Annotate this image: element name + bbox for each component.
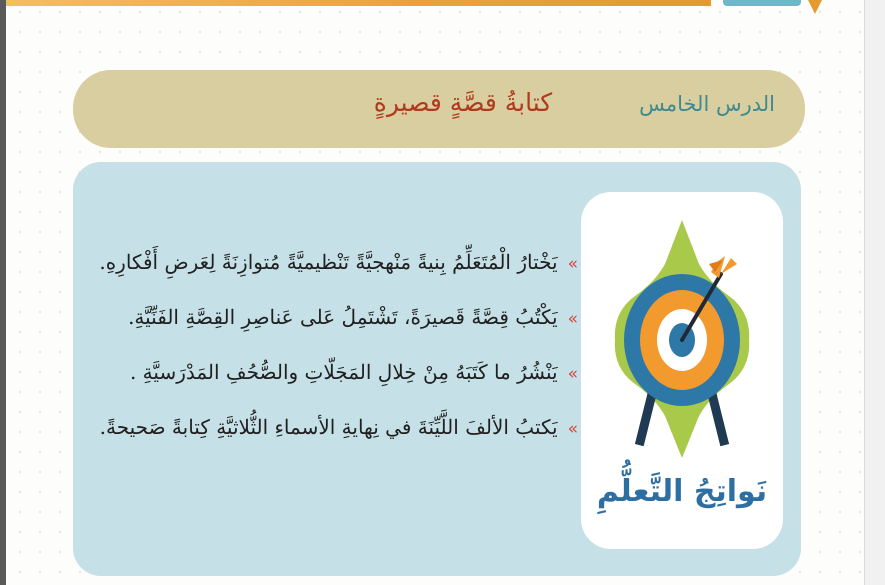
bullet-chevron-icon: » <box>567 364 578 384</box>
outcome-text: يَخْتارُ الْمُتَعَلِّمُ بِنيةً مَنْهجيَّةً تَنْظيميَّةً مُتوازِنَةً لِعَرضِ أَفْكارِهِ. <box>99 250 558 274</box>
lesson-title: كتابةُ قصَّةٍ قصيرةٍ <box>373 88 553 117</box>
top-decor-tab <box>723 0 801 6</box>
bullet-chevron-icon: » <box>567 254 578 274</box>
top-decor-marker <box>808 0 822 14</box>
page-edge <box>0 0 6 585</box>
outcome-item <box>99 250 578 305</box>
lesson-banner <box>73 70 805 148</box>
outcomes-heading: نَواتِجُ التَّعلُّمِ <box>596 474 768 509</box>
top-decor-band <box>6 0 711 6</box>
outcomes-list <box>99 250 578 470</box>
bullet-chevron-icon: » <box>567 309 578 329</box>
outcome-text: يَكْتُبُ قِصَّةً قَصيرَةً، تَشْتَمِلُ عَلى عَناصِرِ القِصَّةِ الفَنِّيَّةِ. <box>128 305 558 329</box>
scroll-gutter <box>865 0 885 585</box>
outcome-item <box>123 305 578 360</box>
target-arrow-icon <box>581 212 783 462</box>
outcome-text: يَنْشُرُ ما كَتَبَهُ مِنْ خِلالِ المَجَلّاتِ والصُّحُفِ المَدْرَسيَّةِ . <box>129 360 558 384</box>
bullet-chevron-icon: » <box>567 419 578 439</box>
outcome-item <box>123 360 578 415</box>
outcome-item <box>99 415 578 470</box>
lesson-label: الدرس الخامس <box>639 92 775 116</box>
learning-outcomes-panel <box>73 162 801 576</box>
outcome-text: يَكتبُ الألفَ اللَّيِّنَةَ في نِهايةِ الأسماءِ الثُّلاثيَّةِ كِتابةً صَحيحةً. <box>99 415 558 439</box>
outcomes-card <box>581 192 783 549</box>
